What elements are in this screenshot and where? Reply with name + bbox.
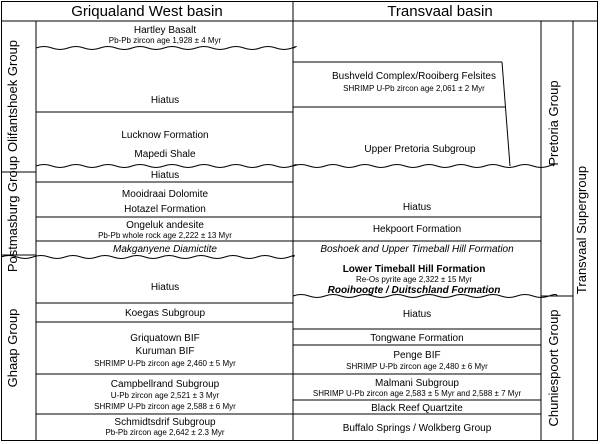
unit-upper-pretoria-subgroup: Upper Pretoria Subgroup — [364, 144, 476, 155]
unit-makganyene-diamictite: Makganyene Diamictite — [113, 244, 217, 255]
unit-bushveld-complex: Bushveld Complex/Rooiberg Felsites — [332, 71, 496, 82]
unit-hartley-basalt: Hartley Basalt — [133, 25, 197, 36]
hiatus-olifantshoek: Hiatus — [150, 95, 180, 106]
unit-mapedi-shale: Mapedi Shale — [134, 149, 196, 160]
unit-boshoek-upper-timeball-hill: Boshoek and Upper Timeball Hill Formation — [320, 244, 514, 255]
age-penge-bif: SHRIMP U-Pb zircon age 2,480 ± 6 Myr — [346, 362, 488, 371]
unit-rooihoogte-duitschland-formation: Rooihoogte / Duitschland Formation — [327, 285, 501, 296]
unit-tongwane-formation: Tongwane Formation — [370, 333, 464, 344]
group-ghaap: Ghaap Group — [5, 308, 20, 388]
group-olifantshoek: Olifantshoek Group — [5, 39, 20, 153]
unit-buffalo-springs-wolkberg-group: Buffalo Springs / Wolkberg Group — [342, 423, 492, 434]
age-malmani-subgroup: SHRIMP U-Pb zircon age 2,583 ± 5 Myr and 2,588 ± 7 Myr — [312, 389, 522, 398]
hiatus-ghaap: Hiatus — [150, 282, 180, 293]
unit-campbellrand-subgroup: Campbellrand Subgroup — [110, 379, 220, 390]
hiatus-postmasburg-top: Hiatus — [150, 170, 180, 181]
unconformity — [1, 256, 294, 259]
unconformity — [293, 165, 554, 168]
unit-kuruman-bif: Kuruman BIF — [135, 346, 195, 357]
unit-black-reef-quartzite: Black Reef Quartzite — [371, 403, 463, 414]
age-lower-timeball-hill: Re-Os pyrite age 2,322 ± 15 Myr — [356, 275, 472, 284]
hiatus-chuniespoort: Hiatus — [402, 309, 432, 320]
age-hartley-basalt: Pb-Pb zircon age 1,928 ± 4 Myr — [108, 36, 222, 45]
unit-mooidraai-dolomite: Mooidraai Dolomite — [121, 189, 209, 200]
age-campbellrand-1: U-Pb zircon age 2,521 ± 3 Myr — [110, 391, 220, 400]
age-campbellrand-2: SHRIMP U-Pb zircon age 2,588 ± 6 Myr — [94, 402, 236, 411]
header-transvaal: Transvaal basin — [387, 3, 493, 20]
unit-koegas-subgroup: Koegas Subgroup — [124, 308, 206, 319]
age-kuruman-bif: SHRIMP U-Pb zircon age 2,460 ± 5 Myr — [94, 359, 236, 368]
intrusion-contact — [502, 62, 510, 166]
unconformity — [36, 165, 296, 168]
unit-lower-timeball-hill-formation: Lower Timeball Hill Formation — [342, 264, 486, 275]
unit-malmani-subgroup: Malmani Subgroup — [375, 378, 459, 389]
chart-frame — [2, 2, 598, 441]
age-ongeluk-andesite: Pb-Pb whole rock age 2,222 ± 13 Myr — [98, 231, 232, 240]
group-transvaal-supergroup: Transvaal Supergroup — [574, 165, 589, 295]
unit-schmidtsdrif-subgroup: Schmidtsdrif Subgroup — [114, 417, 216, 428]
unit-lucknow-formation: Lucknow Formation — [121, 130, 209, 141]
age-bushveld-complex: SHRIMP U-Pb zircon age 2,061 ± 2 Myr — [343, 84, 485, 93]
group-postmasburg: Postmasburg Group — [5, 155, 20, 273]
header-griqualand: Griqualand West basin — [71, 3, 223, 20]
unit-ongeluk-andesite: Ongeluk andesite — [126, 220, 204, 231]
unconformity — [36, 47, 296, 50]
group-chuniespoort: Chuniespoort Group — [546, 309, 561, 427]
unit-hotazel-formation: Hotazel Formation — [124, 204, 206, 215]
group-pretoria: Pretoria Group — [546, 80, 561, 166]
unit-penge-bif: Penge BIF — [393, 350, 441, 361]
unit-griquatown-bif: Griquatown BIF — [130, 333, 200, 344]
hiatus-pretoria: Hiatus — [402, 202, 432, 213]
age-schmidtsdrif: Pb-Pb zircon age 2,642 ± 2.3 Myr — [105, 428, 225, 437]
unit-hekpoort-formation: Hekpoort Formation — [372, 224, 462, 235]
